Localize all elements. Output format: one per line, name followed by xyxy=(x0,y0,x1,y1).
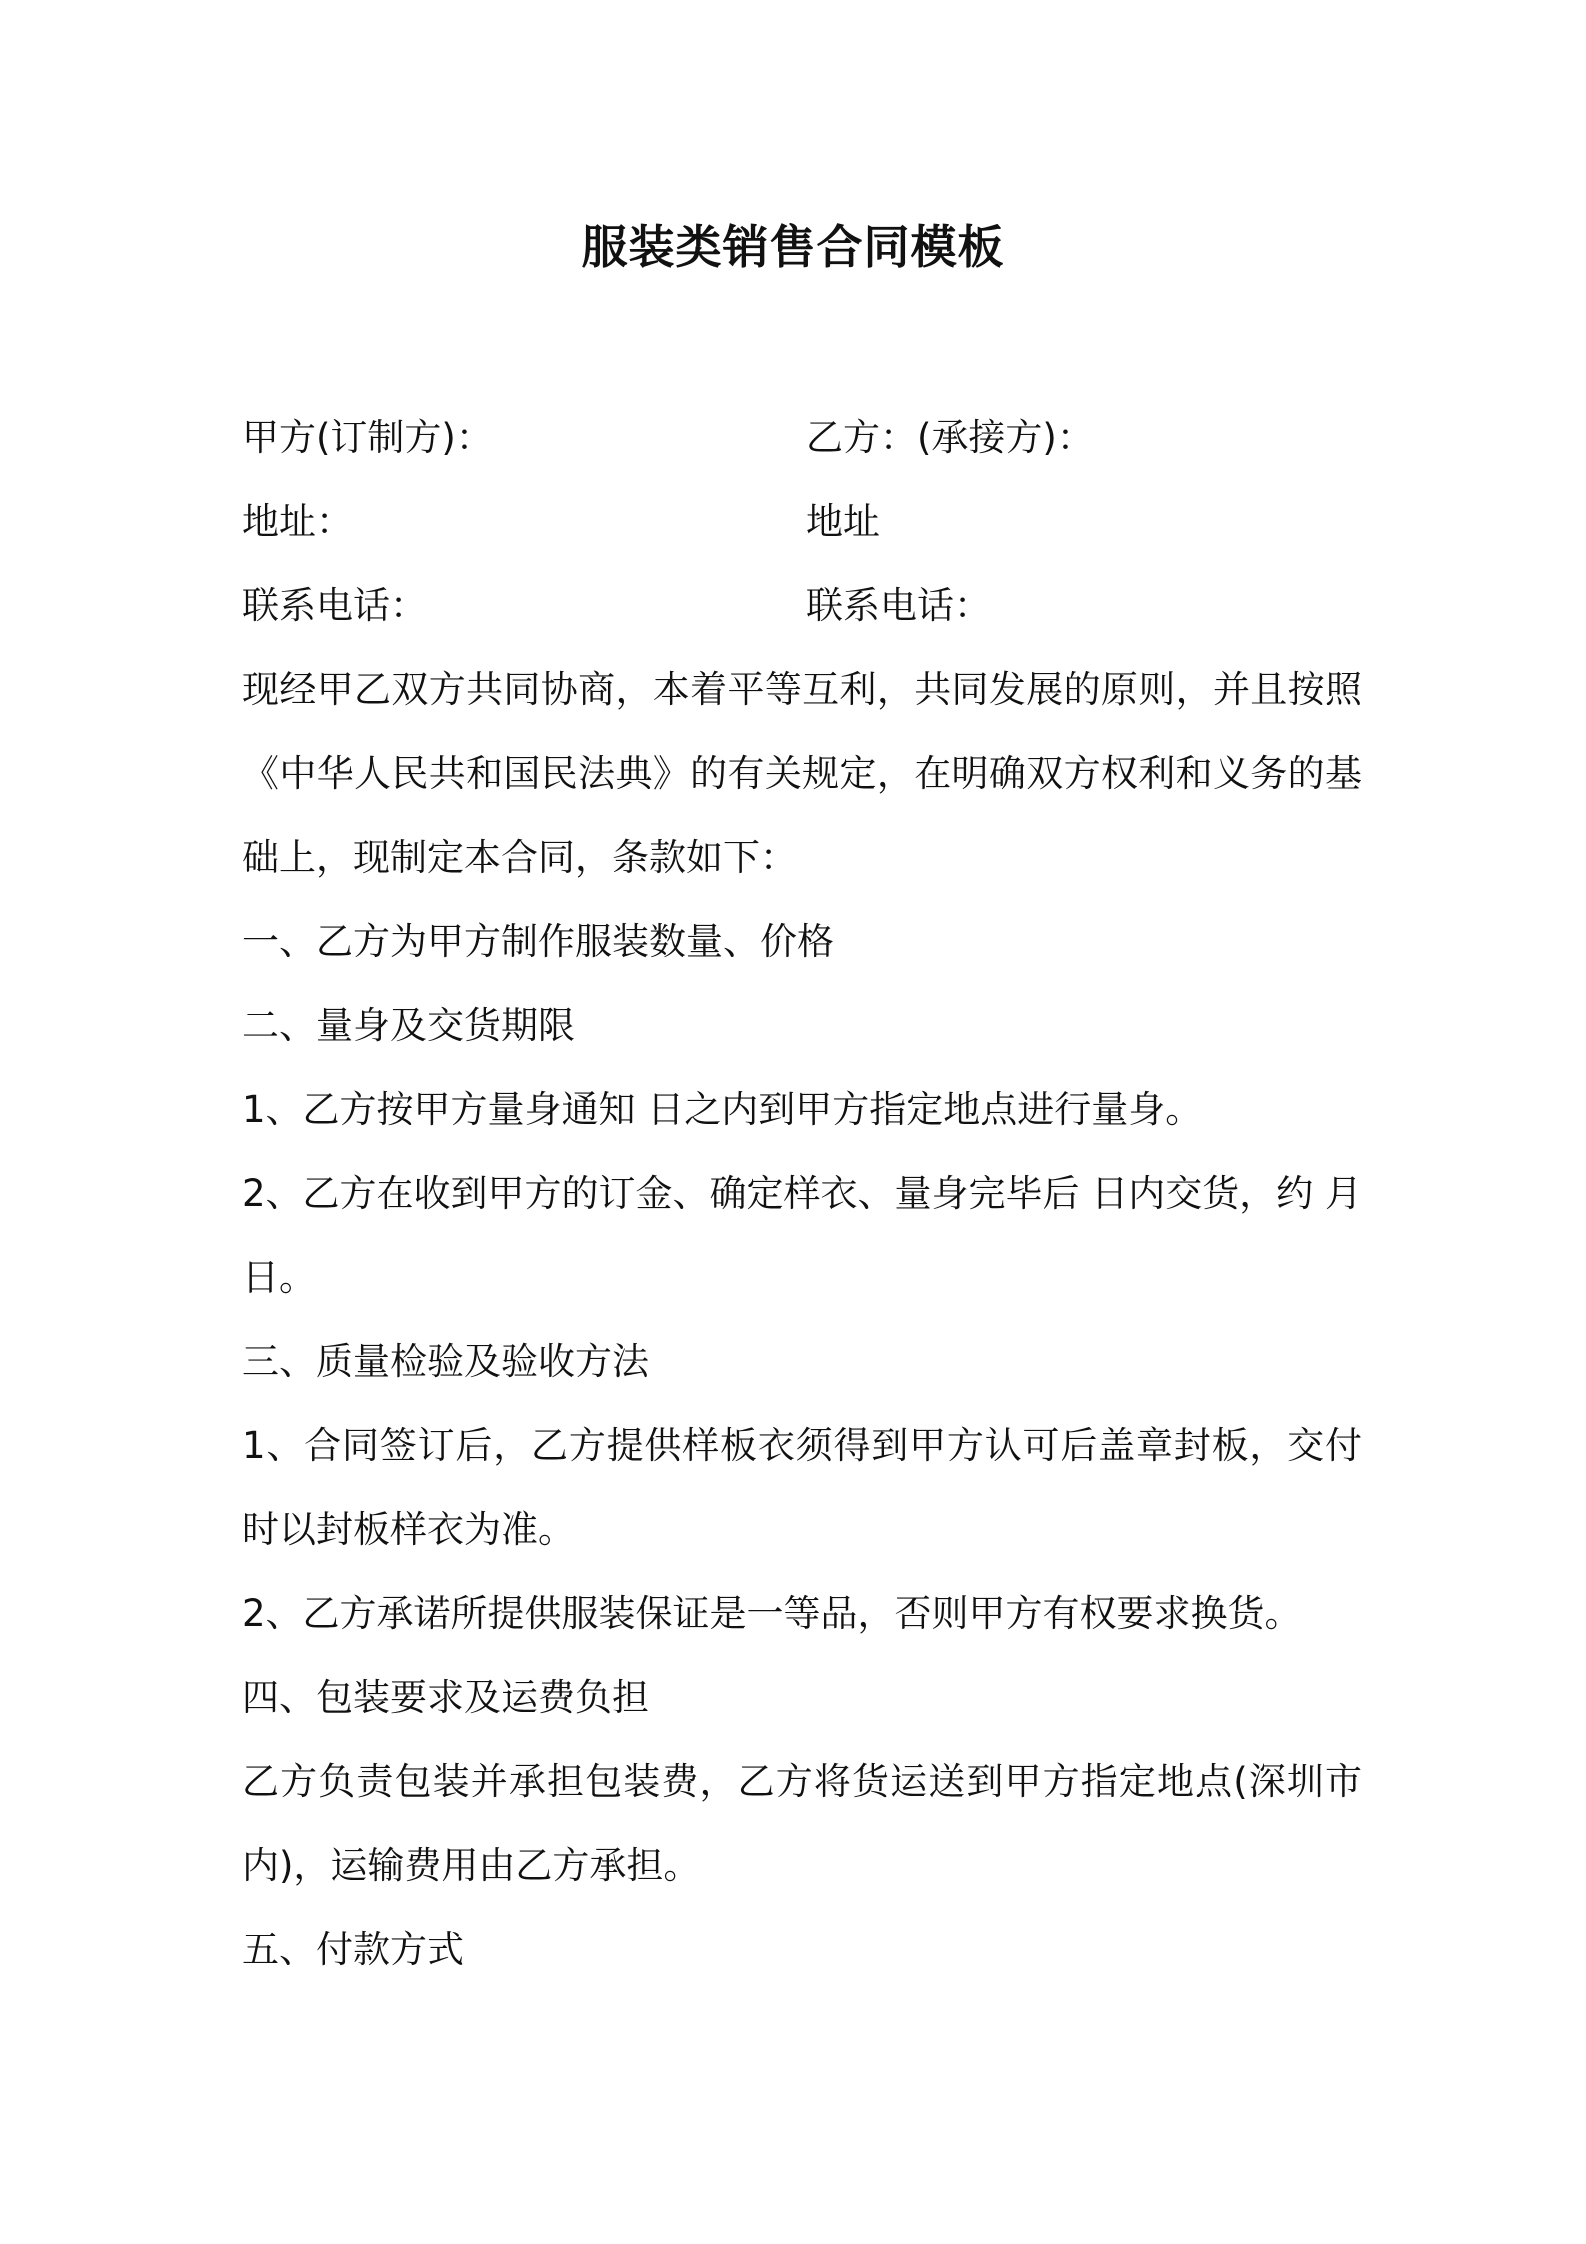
party-name-row xyxy=(242,408,1362,468)
clause-2-2-line-2: 日。 xyxy=(242,1256,316,1299)
preamble-line-3: 础上，现制定本合同，条款如下： xyxy=(242,836,797,879)
section-heading-3: 三、质量检验及验收方法 xyxy=(242,1340,649,1383)
clause-3-1-line-1: 1、合同签订后，乙方提供样板衣须得到甲方认可后盖章封板，交付 xyxy=(242,1424,1362,1467)
party-b-label: 乙方：(承接方)： xyxy=(806,416,1094,459)
party-a-address-label: 地址： xyxy=(242,500,353,543)
clause-4-line-2: 内)，运输费用由乙方承担。 xyxy=(242,1844,701,1887)
party-a-label: 甲方(订制方)： xyxy=(242,416,493,459)
party-address-row xyxy=(242,492,1362,552)
clause-3-1-line-2: 时以封板样衣为准。 xyxy=(242,1508,575,1551)
clause-2-1: 1、乙方按甲方量身通知 日之内到甲方指定地点进行量身。 xyxy=(242,1088,1203,1131)
preamble-line-1: 现经甲乙双方共同协商，本着平等互利，共同发展的原则，并且按照 xyxy=(242,668,1362,711)
document-title: 服装类销售合同模板 xyxy=(581,220,1005,274)
party-b-phone-label: 联系电话： xyxy=(806,584,991,627)
section-heading-5: 五、付款方式 xyxy=(242,1928,464,1971)
section-heading-4: 四、包装要求及运费负担 xyxy=(242,1676,649,1719)
clause-3-2: 2、乙方承诺所提供服装保证是一等品，否则甲方有权要求换货。 xyxy=(242,1592,1302,1635)
preamble-line-2: 《中华人民共和国民法典》的有关规定，在明确双方权利和义务的基 xyxy=(242,752,1362,795)
clause-4-line-1: 乙方负责包装并承担包装费，乙方将货运送到甲方指定地点(深圳市 xyxy=(242,1760,1362,1803)
party-a-phone-label: 联系电话： xyxy=(242,584,427,627)
section-heading-1: 一、乙方为甲方制作服装数量、价格 xyxy=(242,920,834,963)
party-b-address-label: 地址 xyxy=(806,500,880,543)
section-heading-2: 二、量身及交货期限 xyxy=(242,1004,575,1047)
clause-2-2-line-1: 2、乙方在收到甲方的订金、确定样衣、量身完毕后 日内交货，约 月 xyxy=(242,1172,1363,1215)
party-phone-row xyxy=(242,576,1362,636)
